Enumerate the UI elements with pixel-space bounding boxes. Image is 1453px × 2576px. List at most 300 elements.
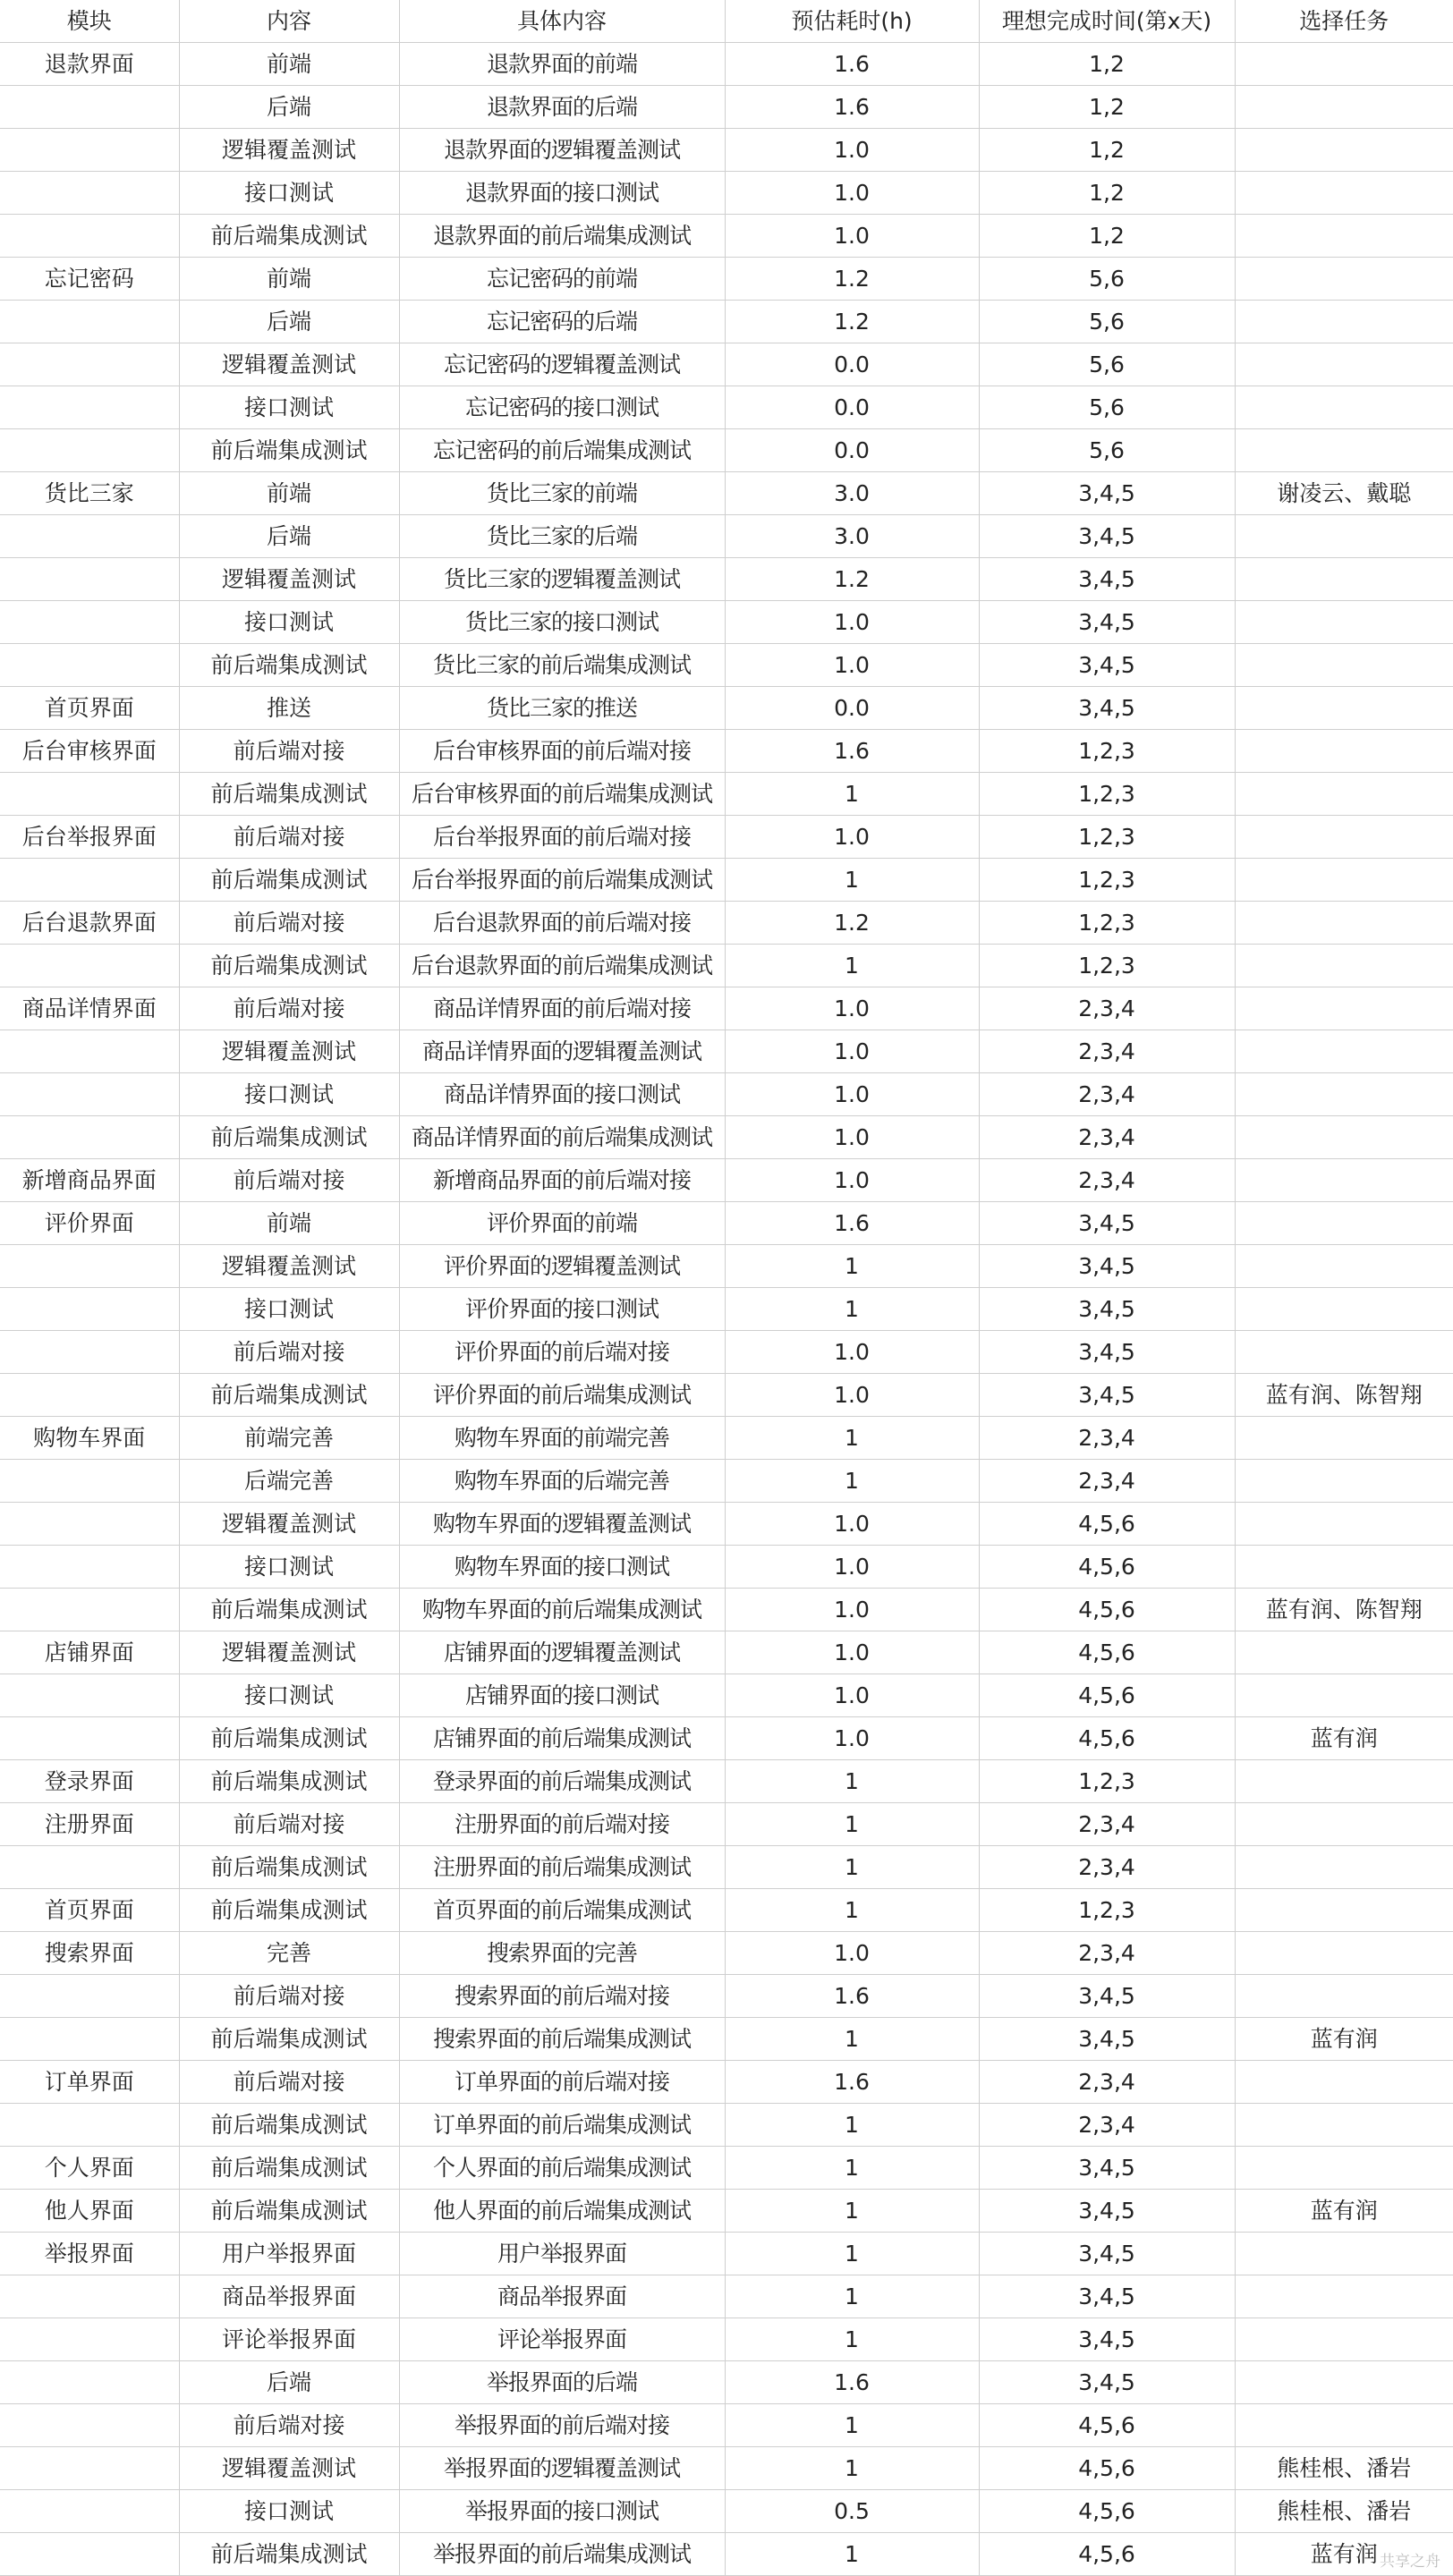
table-row [0,687,1453,730]
table-row [0,129,1453,172]
cell-assignee: 蓝有润 [1235,2533,1453,2576]
cell-detail: 举报界面的前后端对接 [399,2404,725,2447]
cell-target-day: 2,3,4 [979,1030,1235,1073]
cell-content: 后端 [179,515,399,558]
cell-content: 接口测试 [179,1073,399,1116]
cell-content: 前后端集成测试 [179,1717,399,1760]
table-row [0,386,1453,429]
table-row [0,1889,1453,1932]
cell-target-day: 2,3,4 [979,1460,1235,1503]
cell-module: 举报界面 [0,2233,179,2275]
cell-target-day: 5,6 [979,301,1235,343]
cell-module: 搜索界面 [0,1932,179,1975]
cell-assignee [1235,1760,1453,1803]
table-row [0,86,1453,129]
cell-estimated-hours: 1.2 [725,301,979,343]
cell-assignee [1235,2104,1453,2147]
cell-module [0,1030,179,1073]
cell-content: 前后端集成测试 [179,1116,399,1159]
cell-module [0,301,179,343]
cell-target-day: 2,3,4 [979,2061,1235,2104]
cell-module [0,2018,179,2061]
cell-assignee [1235,2061,1453,2104]
cell-assignee [1235,1631,1453,1674]
table-row [0,1546,1453,1589]
cell-content: 评论举报界面 [179,2318,399,2361]
cell-detail: 评价界面的接口测试 [399,1288,725,1331]
table-row [0,215,1453,258]
cell-target-day: 3,4,5 [979,2190,1235,2233]
cell-content: 接口测试 [179,2490,399,2533]
cell-detail: 货比三家的前后端集成测试 [399,644,725,687]
cell-module [0,343,179,386]
table-row [0,1975,1453,2018]
cell-estimated-hours: 1.0 [725,1546,979,1589]
table-row [0,773,1453,816]
cell-assignee [1235,129,1453,172]
cell-target-day: 5,6 [979,429,1235,472]
cell-content: 前后端集成测试 [179,1760,399,1803]
cell-target-day: 3,4,5 [979,1245,1235,1288]
cell-estimated-hours: 1.0 [725,1717,979,1760]
cell-content: 前后端集成测试 [179,644,399,687]
cell-estimated-hours: 1.6 [725,43,979,86]
cell-module [0,558,179,601]
cell-target-day: 1,2 [979,215,1235,258]
cell-content: 接口测试 [179,1546,399,1589]
cell-target-day: 4,5,6 [979,1631,1235,1674]
cell-module [0,215,179,258]
cell-content: 用户举报界面 [179,2233,399,2275]
cell-assignee [1235,1202,1453,1245]
cell-target-day: 4,5,6 [979,2490,1235,2533]
cell-assignee [1235,2318,1453,2361]
cell-module [0,86,179,129]
cell-content: 完善 [179,1932,399,1975]
cell-target-day: 3,4,5 [979,1202,1235,1245]
table-row [0,2233,1453,2275]
cell-estimated-hours: 1 [725,859,979,902]
cell-module [0,2404,179,2447]
cell-target-day: 3,4,5 [979,601,1235,644]
header-row [0,0,1453,43]
cell-assignee [1235,343,1453,386]
cell-target-day: 1,2,3 [979,902,1235,945]
cell-estimated-hours: 1 [725,1889,979,1932]
cell-assignee [1235,301,1453,343]
table-row [0,472,1453,515]
header-content: 内容 [179,0,399,43]
cell-detail: 购物车界面的接口测试 [399,1546,725,1589]
cell-target-day: 4,5,6 [979,1717,1235,1760]
cell-detail: 注册界面的前后端集成测试 [399,1846,725,1889]
cell-target-day: 3,4,5 [979,1374,1235,1417]
cell-estimated-hours: 3.0 [725,515,979,558]
cell-estimated-hours: 1 [725,2190,979,2233]
cell-estimated-hours: 1 [725,2147,979,2190]
cell-content: 前后端集成测试 [179,773,399,816]
cell-detail: 购物车界面的前后端集成测试 [399,1589,725,1631]
table-row [0,301,1453,343]
cell-estimated-hours: 1.2 [725,258,979,301]
cell-module: 退款界面 [0,43,179,86]
cell-module [0,859,179,902]
cell-module [0,2104,179,2147]
table-row [0,172,1453,215]
cell-target-day: 3,4,5 [979,515,1235,558]
cell-content: 逻辑覆盖测试 [179,129,399,172]
cell-detail: 评论举报界面 [399,2318,725,2361]
cell-detail: 忘记密码的前端 [399,258,725,301]
cell-module: 商品详情界面 [0,987,179,1030]
cell-estimated-hours: 0.0 [725,687,979,730]
cell-detail: 后台举报界面的前后端集成测试 [399,859,725,902]
cell-estimated-hours: 1.0 [725,1116,979,1159]
cell-content: 前后端集成测试 [179,1846,399,1889]
cell-content: 推送 [179,687,399,730]
cell-estimated-hours: 1.0 [725,816,979,859]
cell-content: 前端完善 [179,1417,399,1460]
cell-module [0,2533,179,2576]
cell-content: 后端 [179,86,399,129]
cell-module: 新增商品界面 [0,1159,179,1202]
table-row [0,2490,1453,2533]
cell-module [0,1975,179,2018]
table-row [0,558,1453,601]
cell-module: 后台退款界面 [0,902,179,945]
cell-estimated-hours: 1.0 [725,1073,979,1116]
cell-detail: 注册界面的前后端对接 [399,1803,725,1846]
cell-content: 前后端集成测试 [179,215,399,258]
cell-target-day: 4,5,6 [979,1589,1235,1631]
cell-estimated-hours: 1.6 [725,1975,979,2018]
cell-detail: 退款界面的前端 [399,43,725,86]
cell-detail: 后台审核界面的前后端集成测试 [399,773,725,816]
cell-detail: 退款界面的前后端集成测试 [399,215,725,258]
watermark-text: 共享之舟 [1380,2553,1440,2571]
cell-assignee [1235,730,1453,773]
cell-assignee [1235,1674,1453,1717]
cell-target-day: 1,2 [979,129,1235,172]
cell-detail: 退款界面的接口测试 [399,172,725,215]
table-row [0,2447,1453,2490]
cell-assignee [1235,1288,1453,1331]
table-row [0,816,1453,859]
cell-target-day: 1,2,3 [979,859,1235,902]
cell-assignee [1235,86,1453,129]
cell-detail: 新增商品界面的前后端对接 [399,1159,725,1202]
cell-assignee [1235,1846,1453,1889]
table-row [0,2361,1453,2404]
cell-content: 前后端集成测试 [179,429,399,472]
cell-estimated-hours: 1 [725,1288,979,1331]
cell-content: 前后端对接 [179,816,399,859]
table-row [0,1631,1453,1674]
cell-estimated-hours: 1 [725,1760,979,1803]
cell-assignee [1235,644,1453,687]
cell-content: 前后端对接 [179,902,399,945]
cell-detail: 货比三家的前端 [399,472,725,515]
cell-estimated-hours: 1.0 [725,1030,979,1073]
cell-target-day: 2,3,4 [979,1846,1235,1889]
cell-assignee [1235,1417,1453,1460]
cell-content: 后端完善 [179,1460,399,1503]
cell-assignee [1235,2275,1453,2318]
cell-content: 前后端集成测试 [179,1374,399,1417]
cell-detail: 货比三家的逻辑覆盖测试 [399,558,725,601]
cell-estimated-hours: 1.0 [725,1674,979,1717]
cell-detail: 忘记密码的逻辑覆盖测试 [399,343,725,386]
cell-module [0,945,179,987]
cell-module: 购物车界面 [0,1417,179,1460]
table-row [0,730,1453,773]
cell-assignee [1235,429,1453,472]
cell-detail: 搜索界面的完善 [399,1932,725,1975]
cell-detail: 搜索界面的前后端集成测试 [399,2018,725,2061]
cell-target-day: 1,2 [979,86,1235,129]
cell-module: 首页界面 [0,687,179,730]
header-estimated-hours: 预估耗时(h) [725,0,979,43]
cell-estimated-hours: 1.0 [725,1374,979,1417]
table-row [0,1760,1453,1803]
table-row [0,2147,1453,2190]
cell-detail: 商品详情界面的前后端集成测试 [399,1116,725,1159]
cell-estimated-hours: 1.0 [725,1631,979,1674]
table-row [0,429,1453,472]
cell-detail: 货比三家的接口测试 [399,601,725,644]
cell-assignee [1235,1460,1453,1503]
table-row [0,1417,1453,1460]
cell-module: 后台审核界面 [0,730,179,773]
cell-target-day: 3,4,5 [979,2233,1235,2275]
cell-assignee [1235,1932,1453,1975]
table-row [0,1159,1453,1202]
table-row [0,2318,1453,2361]
table-row [0,515,1453,558]
table-row [0,1116,1453,1159]
cell-assignee [1235,215,1453,258]
cell-target-day: 1,2 [979,43,1235,86]
cell-module [0,1073,179,1116]
cell-detail: 订单界面的前后端集成测试 [399,2104,725,2147]
cell-detail: 购物车界面的后端完善 [399,1460,725,1503]
cell-assignee [1235,2361,1453,2404]
table-row [0,601,1453,644]
cell-module: 登录界面 [0,1760,179,1803]
cell-estimated-hours: 1 [725,945,979,987]
cell-assignee [1235,945,1453,987]
cell-assignee [1235,1975,1453,2018]
table-row [0,2061,1453,2104]
cell-estimated-hours: 1 [725,1803,979,1846]
cell-content: 前后端对接 [179,1159,399,1202]
cell-content: 前端 [179,472,399,515]
cell-target-day: 2,3,4 [979,1116,1235,1159]
cell-module: 他人界面 [0,2190,179,2233]
cell-assignee: 蓝有润、陈智翔 [1235,1374,1453,1417]
cell-content: 后端 [179,2361,399,2404]
cell-estimated-hours: 1.0 [725,129,979,172]
cell-estimated-hours: 1 [725,2018,979,2061]
cell-module [0,1245,179,1288]
cell-module [0,1116,179,1159]
cell-assignee [1235,2147,1453,2190]
table-row [0,258,1453,301]
cell-detail: 退款界面的后端 [399,86,725,129]
table-row [0,1374,1453,1417]
cell-assignee [1235,987,1453,1030]
cell-detail: 忘记密码的接口测试 [399,386,725,429]
cell-content: 前后端集成测试 [179,2018,399,2061]
cell-target-day: 2,3,4 [979,1159,1235,1202]
cell-target-day: 3,4,5 [979,2361,1235,2404]
cell-module [0,1374,179,1417]
cell-estimated-hours: 0.0 [725,386,979,429]
cell-detail: 举报界面的逻辑覆盖测试 [399,2447,725,2490]
cell-module: 店铺界面 [0,1631,179,1674]
cell-target-day: 2,3,4 [979,2104,1235,2147]
cell-estimated-hours: 1.0 [725,1932,979,1975]
cell-estimated-hours: 1.0 [725,1589,979,1631]
cell-target-day: 1,2 [979,172,1235,215]
cell-target-day: 4,5,6 [979,2404,1235,2447]
cell-detail: 后台退款界面的前后端集成测试 [399,945,725,987]
cell-target-day: 3,4,5 [979,2275,1235,2318]
cell-target-day: 3,4,5 [979,687,1235,730]
cell-module [0,773,179,816]
cell-target-day: 4,5,6 [979,1674,1235,1717]
cell-detail: 他人界面的前后端集成测试 [399,2190,725,2233]
cell-module [0,1503,179,1546]
cell-module [0,1331,179,1374]
cell-target-day: 1,2,3 [979,1889,1235,1932]
cell-content: 前后端对接 [179,2061,399,2104]
cell-assignee [1235,1159,1453,1202]
cell-detail: 用户举报界面 [399,2233,725,2275]
table-row [0,2275,1453,2318]
cell-content: 逻辑覆盖测试 [179,1503,399,1546]
cell-detail: 评价界面的前后端集成测试 [399,1374,725,1417]
cell-content: 前后端对接 [179,1331,399,1374]
cell-target-day: 4,5,6 [979,2533,1235,2576]
cell-module: 忘记密码 [0,258,179,301]
table-row [0,1460,1453,1503]
cell-detail: 个人界面的前后端集成测试 [399,2147,725,2190]
table-row [0,1589,1453,1631]
table-row [0,1803,1453,1846]
cell-module [0,601,179,644]
cell-content: 前后端集成测试 [179,1589,399,1631]
cell-content: 逻辑覆盖测试 [179,1030,399,1073]
table-row [0,1030,1453,1073]
table-row [0,1717,1453,1760]
header-assignee: 选择任务 [1235,0,1453,43]
cell-detail: 忘记密码的前后端集成测试 [399,429,725,472]
cell-assignee [1235,1889,1453,1932]
cell-content: 逻辑覆盖测试 [179,558,399,601]
table-row [0,1846,1453,1889]
cell-estimated-hours: 1 [725,2404,979,2447]
cell-module [0,515,179,558]
cell-assignee [1235,1803,1453,1846]
cell-target-day: 3,4,5 [979,2147,1235,2190]
cell-estimated-hours: 1.0 [725,601,979,644]
header-module: 模块 [0,0,179,43]
cell-estimated-hours: 1 [725,2447,979,2490]
cell-assignee [1235,1073,1453,1116]
cell-target-day: 3,4,5 [979,1975,1235,2018]
cell-estimated-hours: 1 [725,773,979,816]
cell-detail: 退款界面的逻辑覆盖测试 [399,129,725,172]
cell-assignee [1235,43,1453,86]
cell-content: 前后端对接 [179,1975,399,2018]
cell-target-day: 4,5,6 [979,1503,1235,1546]
cell-module [0,2447,179,2490]
cell-detail: 商品举报界面 [399,2275,725,2318]
cell-content: 接口测试 [179,172,399,215]
cell-detail: 后台退款界面的前后端对接 [399,902,725,945]
cell-estimated-hours: 1.0 [725,172,979,215]
cell-target-day: 5,6 [979,343,1235,386]
cell-module [0,1288,179,1331]
cell-content: 前端 [179,1202,399,1245]
cell-detail: 店铺界面的接口测试 [399,1674,725,1717]
cell-target-day: 1,2,3 [979,730,1235,773]
cell-content: 接口测试 [179,601,399,644]
table-row [0,1073,1453,1116]
table-row [0,1288,1453,1331]
cell-module [0,2275,179,2318]
cell-detail: 购物车界面的前端完善 [399,1417,725,1460]
cell-detail: 货比三家的推送 [399,687,725,730]
cell-detail: 商品详情界面的逻辑覆盖测试 [399,1030,725,1073]
cell-assignee: 熊桂根、潘岩 [1235,2490,1453,2533]
table-row [0,2018,1453,2061]
cell-module [0,2490,179,2533]
cell-estimated-hours: 1.6 [725,2061,979,2104]
table-row [0,2533,1453,2576]
cell-detail: 订单界面的前后端对接 [399,2061,725,2104]
cell-estimated-hours: 0.0 [725,343,979,386]
cell-estimated-hours: 1 [725,2104,979,2147]
cell-target-day: 1,2,3 [979,816,1235,859]
cell-module [0,1546,179,1589]
table-row [0,859,1453,902]
cell-estimated-hours: 0.0 [725,429,979,472]
cell-target-day: 2,3,4 [979,1417,1235,1460]
table-row [0,1932,1453,1975]
cell-estimated-hours: 1 [725,2275,979,2318]
cell-target-day: 1,2,3 [979,773,1235,816]
cell-target-day: 3,4,5 [979,1331,1235,1374]
cell-assignee: 蓝有润 [1235,2190,1453,2233]
cell-detail: 举报界面的后端 [399,2361,725,2404]
cell-target-day: 2,3,4 [979,1932,1235,1975]
cell-assignee [1235,1245,1453,1288]
cell-assignee [1235,601,1453,644]
cell-target-day: 4,5,6 [979,2447,1235,2490]
cell-module [0,1460,179,1503]
cell-target-day: 5,6 [979,386,1235,429]
table-row [0,43,1453,86]
cell-content: 前后端对接 [179,2404,399,2447]
cell-estimated-hours: 1.0 [725,1331,979,1374]
table-row [0,2190,1453,2233]
cell-target-day: 2,3,4 [979,1073,1235,1116]
table-row [0,1202,1453,1245]
cell-estimated-hours: 1 [725,1417,979,1460]
cell-content: 前后端集成测试 [179,2190,399,2233]
